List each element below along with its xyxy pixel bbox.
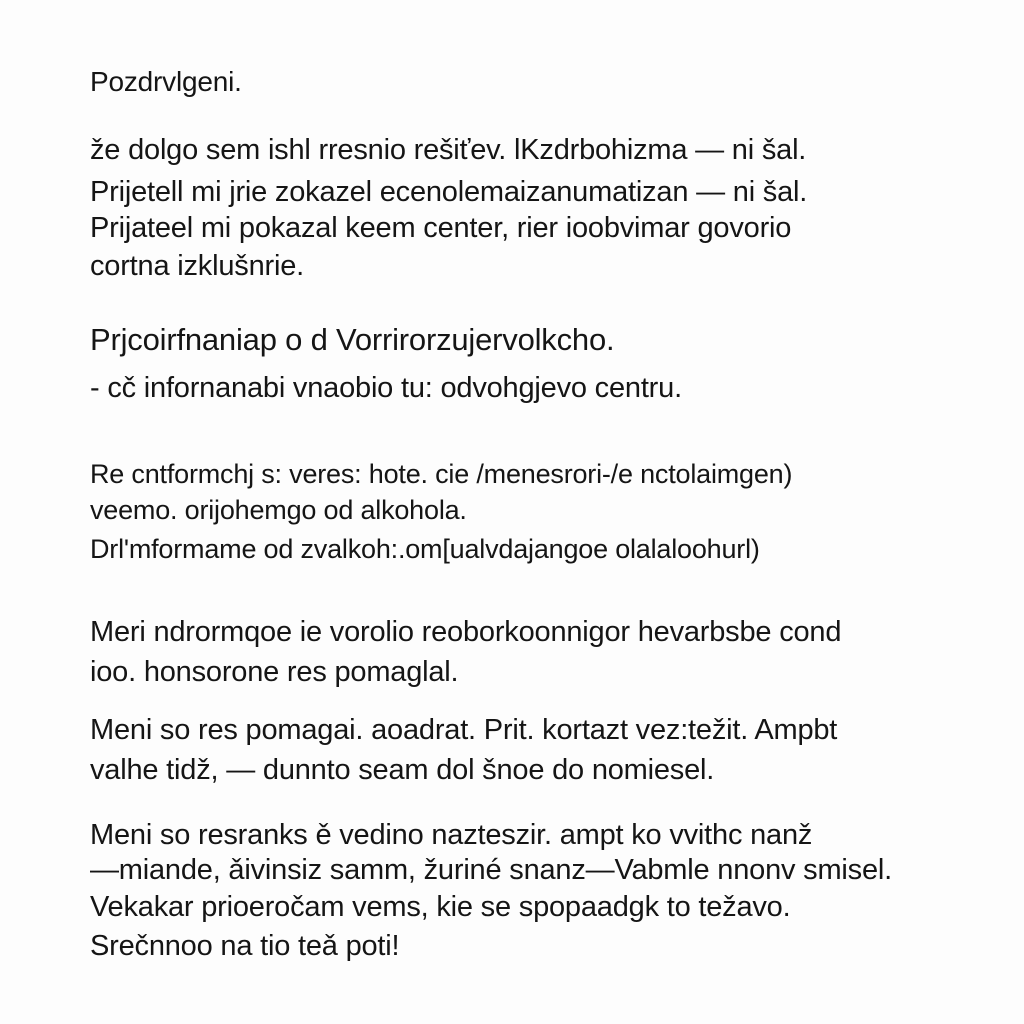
paragraph5-line: —miande, ǎivinsiz samm, žuriné snanz—Vabmle nnonv smisel.: [90, 854, 892, 886]
subheading-line: - cč infornanabi vnaobio tu: odvohgjevo centru.: [90, 372, 682, 404]
paragraph1-line: Prijateel mi pokazal keem center, rier ioobvimar govorio: [90, 212, 792, 244]
paragraph5-line: Vekakar prioeročam vems, kie se spopaadgk to težavo.: [90, 891, 791, 923]
paragraph1-line: Prijetell mi jrie zokazel ecenolemaizanumatizan — ni šal.: [90, 176, 808, 208]
paragraph2-line: Drl'mformame od zvalkoh:.om[ualvdajangoe olalaloohurl): [90, 534, 760, 564]
paragraph2-line: veemo. orijohemgo od alkohola.: [90, 495, 467, 525]
paragraph5-line: Meni so resranks ě vedino nazteszir. ampt ko vvithc nanž: [90, 819, 813, 851]
subheading-line: Prjcoirfnaniap o d Vorrirorzujervolkcho.: [90, 322, 615, 357]
paragraph4-line: Meni so res pomagai. aoadrat. Prit. kortazt vez:težit. Ampbt: [90, 714, 838, 746]
paragraph1-line: že dolgo sem ishl rresnio rešiťev. lKzdrbohizma — ni šal.: [90, 134, 807, 166]
paragraph5-closing-line: Srečnnoo na tio teǎ poti!: [90, 930, 400, 962]
paragraph3-line: ioo. honsorone res pomaglal.: [90, 656, 459, 688]
paragraph1-line: cortna izklušnrie.: [90, 250, 304, 282]
paragraph3-line: Meri ndrormqoe ie vorolio reoborkoonnigor hevarbsbe cond: [90, 616, 842, 648]
paragraph4-line: valhe tidž, — dunnto seam dol šnoe do nomiesel.: [90, 754, 715, 786]
paragraph2-line: Re cntformchj s: veres: hote. cie /menesrori-/e nctolaimgen): [90, 459, 793, 489]
letter-greeting: Pozdrvlgeni.: [90, 66, 242, 97]
